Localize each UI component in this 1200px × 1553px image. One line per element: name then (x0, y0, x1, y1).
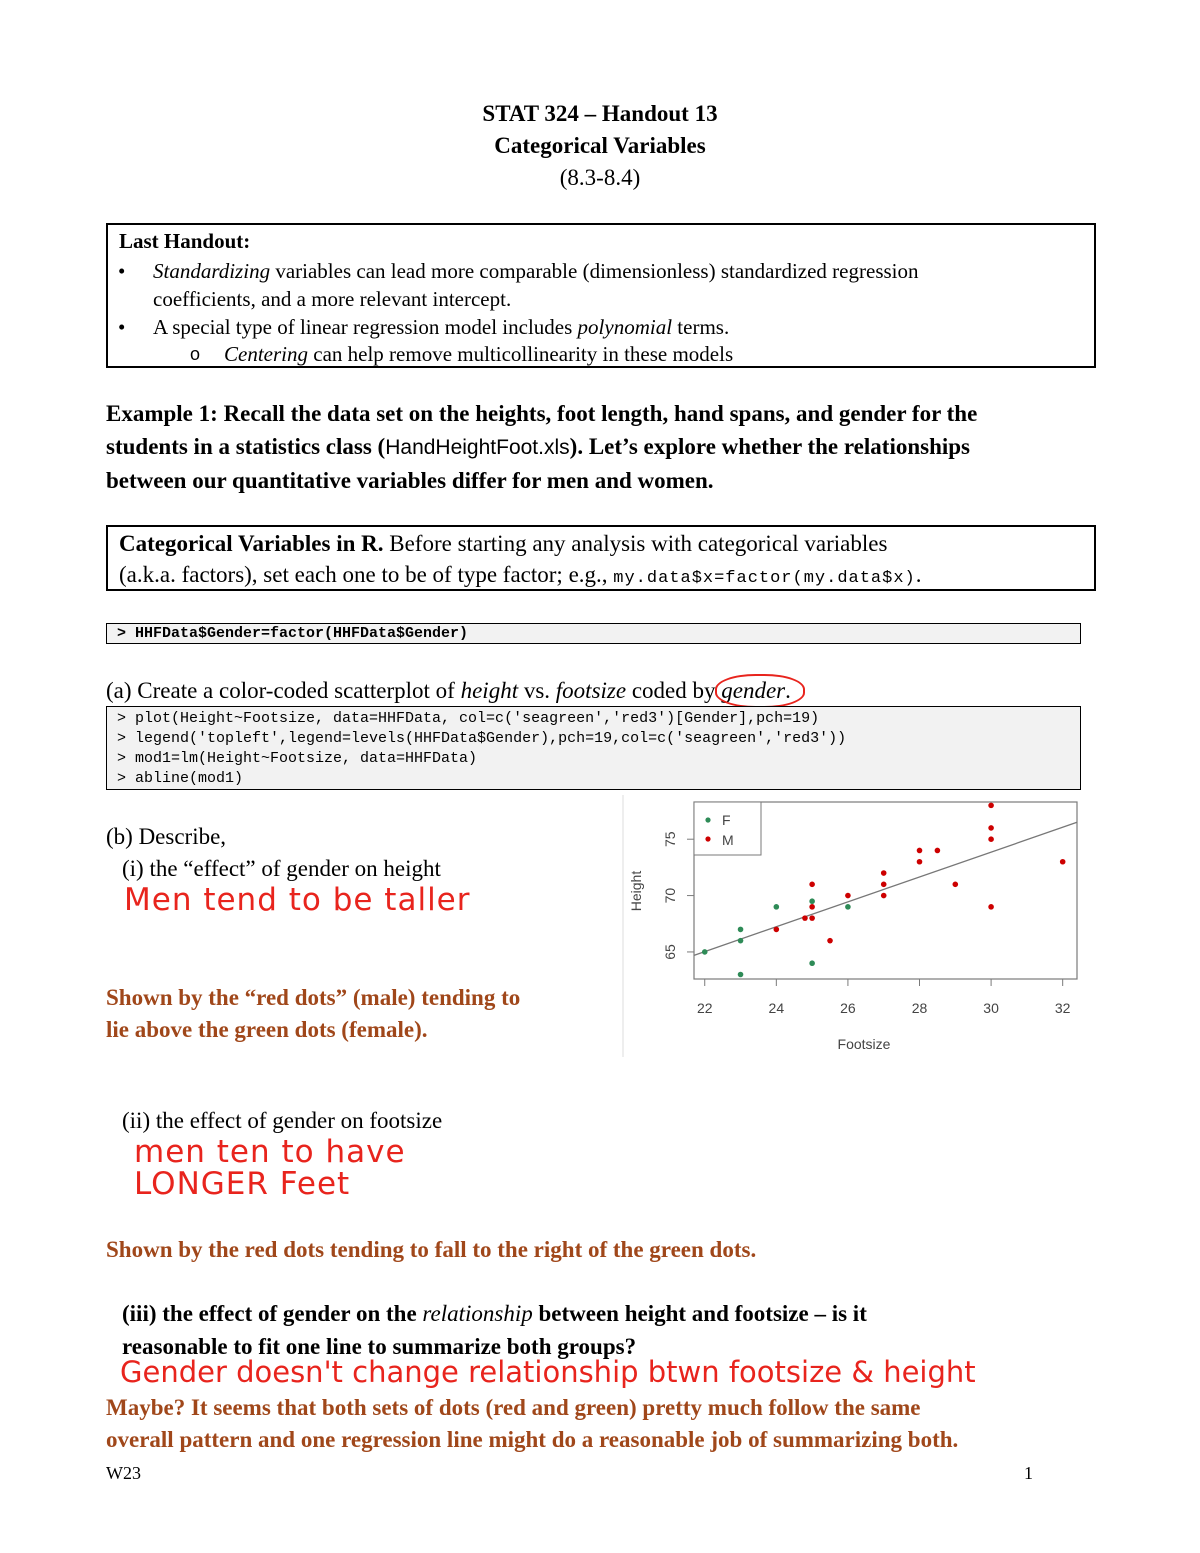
data-point-m (988, 803, 994, 809)
data-point-m (988, 836, 994, 842)
x-tick-label: 32 (1054, 1000, 1071, 1016)
part-a-text-post: coded by (626, 678, 722, 703)
handwritten-answer-ii (134, 1136, 406, 1200)
categorical-variables-text (119, 528, 1089, 594)
code-block-factor (106, 623, 1081, 644)
x-tick-label: 30 (983, 1000, 999, 1016)
code-line: > HHFData$Gender=factor(HHFData$Gender) (117, 625, 469, 642)
footer-term: W23 (106, 1463, 141, 1483)
sub-bullet-emphasis: Centering (224, 342, 308, 366)
part-a-gender-text: gender (721, 678, 786, 703)
bullet2-text-pre: A special type of linear regression model includes (153, 315, 578, 339)
data-point-m (802, 915, 808, 921)
sub-bullet-text: can help remove multicollinearity in these models (308, 342, 734, 366)
categorical-variables-text-1: Before starting any analysis with categorical variables (383, 531, 888, 556)
section-reference: (8.3-8.4) (559, 165, 641, 190)
categorical-variables-box (106, 525, 1096, 591)
example-1-text-2a: students in a statistics class ( (106, 434, 386, 459)
data-point-m (988, 825, 994, 831)
data-point-m (774, 927, 780, 933)
answer-iii-line-2: overall pattern and one regression line might do a reasonable job of summarizing both. (106, 1427, 959, 1452)
part-a-footsize: footsize (555, 678, 627, 703)
part-b-ii-label: (ii) the effect of gender on footsize (122, 1108, 443, 1133)
part-a-height: height (460, 678, 519, 703)
data-point-f (738, 972, 744, 978)
part-b-iii-text-pre: (iii) the effect of gender on the (122, 1301, 423, 1326)
data-point-m (809, 904, 815, 910)
categorical-variables-label: Categorical Variables in R. (119, 531, 384, 556)
data-point-m (881, 881, 887, 887)
example-1-paragraph (106, 397, 1106, 497)
data-point-m (952, 881, 958, 887)
code-line-1: > plot(Height~Footsize, data=HHFData, col=c('seagreen','red3')[Gender],pch=19) (117, 710, 820, 727)
handwritten-answer-i: Men tend to be taller (124, 882, 471, 918)
last-handout-bullet-2 (118, 313, 1078, 341)
data-point-m (827, 938, 833, 944)
data-point-f (738, 927, 744, 933)
data-point-m (935, 848, 941, 854)
scatterplot (622, 795, 1092, 1060)
page-title: STAT 324 – Handout 13 (482, 101, 718, 126)
code-line-2: > legend('topleft',legend=levels(HHFData$Gender),pch=19,col=c('seagreen','red3')) (117, 730, 847, 747)
last-handout-box (106, 223, 1096, 368)
bullet1-continuation: coefficients, and a more relevant intercept. (153, 287, 512, 311)
y-tick-label: 65 (662, 944, 678, 960)
data-point-m (881, 893, 887, 899)
handwritten-answer-iii: Gender doesn't change relationship btwn footsize & height (120, 1355, 976, 1389)
answer-i-line-2: lie above the green dots (female). (106, 1017, 428, 1042)
data-point-m (988, 904, 994, 910)
factor-code-example: my.data$x=factor(my.data$x) (613, 569, 916, 588)
code-block-plot (106, 706, 1081, 790)
bullet-dot: • (118, 315, 126, 339)
part-a-gender (721, 678, 785, 703)
bullet-dot: • (118, 259, 126, 283)
code-line-3: > mod1=lm(Height~Footsize, data=HHFData) (117, 750, 478, 767)
legend-marker-f (705, 817, 710, 822)
part-b-iii-line-2: reasonable to fit one line to summarize both groups? (122, 1334, 637, 1359)
example-1-filename: HandHeightFoot.xls (385, 436, 570, 459)
bullet1-emphasis: Standardizing (153, 259, 271, 283)
code-line-4: > abline(mod1) (117, 770, 244, 787)
data-point-m (881, 870, 887, 876)
last-handout-sub-bullet (190, 340, 1070, 368)
part-b-iii-emphasis: relationship (422, 1301, 533, 1326)
x-tick-label: 24 (768, 1000, 785, 1016)
x-tick-label: 26 (840, 1000, 856, 1016)
part-a-end: . (785, 678, 791, 703)
data-point-m (917, 848, 923, 854)
page-subtitle: Categorical Variables (494, 133, 706, 158)
handwritten-circle (715, 674, 805, 708)
bullet1-text: variables can lead more comparable (dimensionless) standardized regression (270, 259, 919, 283)
handwritten-answer-ii-line-1: men ten to have (134, 1134, 406, 1170)
answer-ii: Shown by the red dots tending to fall to the right of the green dots. (106, 1237, 757, 1262)
page-number: 1 (1024, 1463, 1033, 1483)
answer-iii-line-1: Maybe? It seems that both sets of dots (red and green) pretty much follow the same (106, 1395, 921, 1420)
categorical-variables-text-2b: . (915, 562, 922, 587)
part-b-iii-label (122, 1297, 1082, 1363)
bullet2-text-post: terms. (672, 315, 730, 339)
part-b-iii-text-post: between height and footsize – is it (532, 1301, 867, 1326)
answer-i-line-1: Shown by the “red dots” (male) tending to (106, 985, 521, 1010)
example-1-label: Example 1: (106, 401, 218, 426)
answer-i (106, 982, 606, 1046)
y-axis-label: Height (628, 870, 644, 912)
data-point-f (738, 938, 744, 944)
answer-iii (106, 1392, 1106, 1456)
part-a-prompt (106, 678, 791, 704)
example-1-text-1: Recall the data set on the heights, foot length, hand spans, and gender for the (217, 401, 978, 426)
x-tick-label: 22 (696, 1000, 713, 1016)
data-point-m (809, 915, 815, 921)
data-point-m (917, 859, 923, 865)
data-point-f (702, 949, 708, 955)
data-point-f (809, 898, 815, 904)
bullet2-emphasis: polynomial (577, 315, 673, 339)
part-a-text-pre: (a) Create a color-coded scatterplot of (106, 678, 461, 703)
legend-label-m: M (722, 832, 734, 848)
x-tick-label: 28 (911, 1000, 928, 1016)
example-1-text-2b: ). Let’s explore whether the relationships (569, 434, 970, 459)
data-point-m (809, 881, 815, 887)
last-handout-bullet-1 (118, 257, 1078, 313)
example-1-text-3: between our quantitative variables differ for men and women. (106, 468, 714, 493)
x-axis-label: Footsize (837, 1036, 891, 1052)
handwritten-answer-ii-line-2: LONGER Feet (134, 1166, 351, 1202)
last-handout-heading: Last Handout: (119, 229, 251, 253)
part-a-text-mid: vs. (518, 678, 556, 703)
data-point-m (1060, 859, 1066, 865)
data-point-f (809, 960, 815, 966)
y-tick-label: 75 (662, 831, 678, 847)
data-point-f (845, 904, 851, 910)
y-tick-label: 70 (662, 887, 678, 904)
legend-label-f: F (722, 812, 731, 828)
part-b-i-label: (i) the “effect” of gender on height (122, 856, 441, 881)
categorical-variables-text-2a: (a.k.a. factors), set each one to be of type factor; e.g., (119, 562, 614, 587)
legend-marker-m (705, 836, 710, 841)
part-b-heading: (b) Describe, (106, 824, 227, 849)
data-point-m (845, 893, 851, 899)
data-point-f (774, 904, 780, 910)
sub-bullet-marker: o (190, 344, 201, 364)
